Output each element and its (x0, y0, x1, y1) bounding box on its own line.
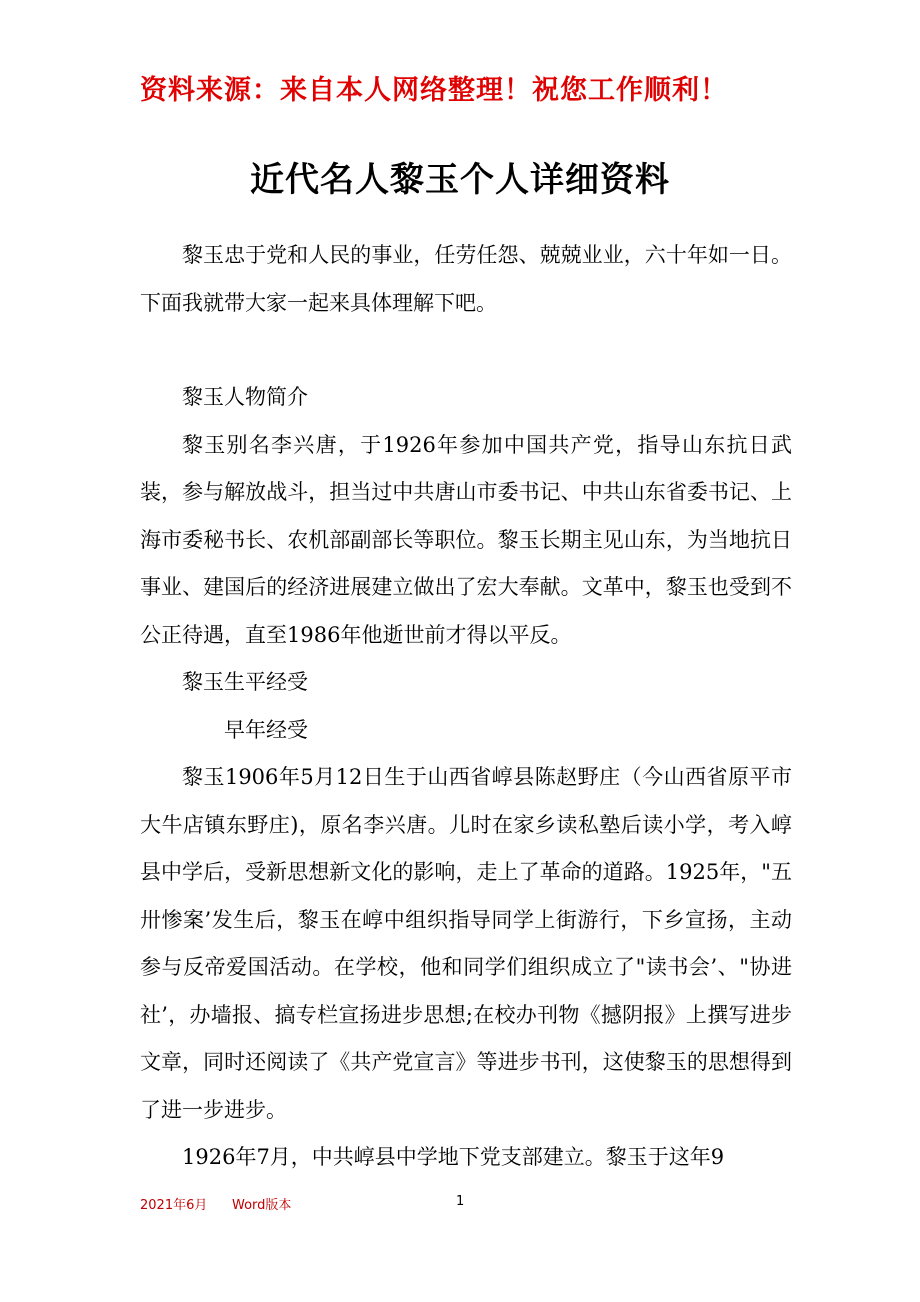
source-banner: 资料来源：来自本人网络整理！祝您工作顺利！ (140, 75, 728, 106)
party-branch-paragraph: 1926年7月，中共崞县中学地下党支部建立。黎玉于这年9 (182, 1145, 725, 1169)
intro-paragraph: 黎玉忠于党和人民的事业，任劳任怨、兢兢业业，六十年如一日。下面我就带大家一起来具体理解下吧。 (140, 243, 792, 315)
footer-date: 2021年6月 (140, 1198, 208, 1213)
section-heading-life: 黎玉生平经受 (182, 670, 308, 694)
early-life-paragraph: 黎玉1906年5月12日生于山西省崞县陈赵野庄（今山西省原平市大牛店镇东野庄)，原名李兴唐。儿时在家乡读私塾后读小学，考入崞县中学后，受新思想新文化的影响，走上了革命的道路。1925年，"五卅惨案’发生后，黎玉在崞中组织指导同学上街游行，下乡宣扬，主动参与反帝爱国活动。在学校，他和同学们组织成立了"读书会’、"协进社’，办墙报、搞专栏宣扬进步思想;在校办刊物《撼阴报》上撰写进步文章，同时还阅读了《共产党宣言》等进步书刊，这使黎玉的思想得到了进一步进步。 (140, 765, 792, 1122)
footer-version: Word版本 (232, 1198, 292, 1213)
profile-paragraph: 黎玉别名李兴唐，于1926年参加中国共产党，指导山东抗日武装，参与解放战斗，担当过中共唐山市委书记、中共山东省委书记、上海市委秘书长、农机部副部长等职位。黎玉长期主见山东，为当地抗日事业、建国后的经济进展建立做出了宏大奉献。文革中，黎玉也受到不公正待遇，直至1986年他逝世前才得以平反。 (140, 432, 792, 647)
subsection-heading-early: 早年经受 (224, 717, 308, 742)
page-number: 1 (456, 1194, 465, 1209)
document-title: 近代名人黎玉个人详细资料 (250, 160, 670, 200)
paragraph-gap (140, 327, 792, 374)
document-body (140, 232, 792, 1182)
section-heading-profile: 黎玉人物简介 (182, 385, 308, 409)
